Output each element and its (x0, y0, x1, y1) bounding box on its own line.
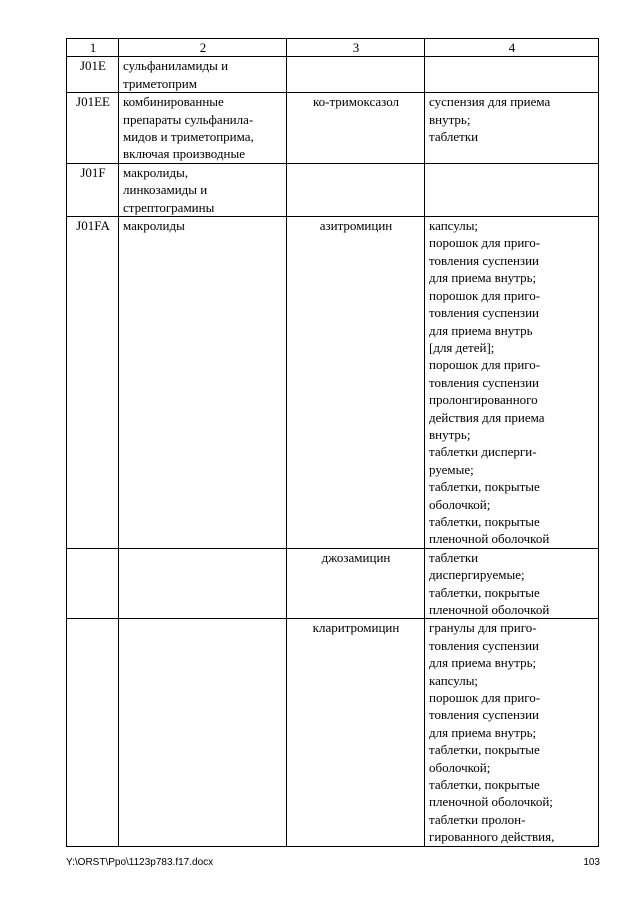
dosage-form-line: пролонгированного (429, 392, 538, 408)
drug-table-body (67, 39, 599, 847)
dosage-form-line: внутрь; (429, 426, 471, 442)
table-row (67, 619, 599, 846)
dosage-form-line: гированного действия, (429, 829, 555, 845)
dosage-form-line: для приема внутрь; (429, 655, 537, 671)
dosage-form-line: товления суспензии (429, 374, 539, 390)
dosage-form-line: гранулы для приго- (429, 620, 537, 636)
dosage-form-line: капсулы; (429, 672, 479, 688)
group-name-cell (119, 57, 287, 93)
footer-page-number: 103 (583, 857, 600, 868)
dosage-form-line: таблетки, покрытые (429, 479, 540, 495)
table-row (67, 93, 599, 164)
dosage-form-line: порошок для приго- (429, 235, 541, 251)
dosage-forms-cell (425, 619, 599, 846)
drug-name-cell (287, 57, 425, 93)
dosage-form-line: суспензия для приема (429, 94, 551, 110)
dosage-form-line: порошок для приго- (429, 287, 541, 303)
dosage-form-line: таблетки, покрытые (429, 513, 540, 529)
group-name-line: триметоприм (123, 75, 197, 91)
header-row (67, 39, 599, 57)
group-name-line: сульфаниламиды и (123, 58, 229, 74)
dosage-form-line: для приема внутрь; (429, 270, 537, 286)
dosage-form-line: для приема внутрь (429, 322, 533, 338)
dosage-form-line: руемые; (429, 461, 474, 477)
group-name-line: линкозамиды и (123, 182, 208, 198)
dosage-forms-cell (425, 548, 599, 619)
dosage-form-line: пленочной оболочкой; (429, 794, 553, 810)
group-name-line: мидов и триметоприма, (123, 129, 254, 145)
group-name-line: стрептограмины (123, 199, 215, 215)
drug-name-cell (287, 163, 425, 216)
dosage-form-line: таблетки дисперги- (429, 444, 537, 460)
atc-code-cell: J01E (67, 57, 119, 93)
dosage-form-line: [для детей]; (429, 339, 495, 355)
footer-file-path: Y:\ORST\Ppo\1123p783.f17.docx (66, 857, 214, 868)
dosage-form-line: пленочной оболочкой (429, 531, 550, 547)
header-col-3: 3 (287, 39, 425, 57)
dosage-form-line: таблетки, покрытые (429, 584, 540, 600)
table-row (67, 217, 599, 549)
table-row (67, 163, 599, 216)
dosage-form-line: оболочкой; (429, 496, 491, 512)
dosage-form-line: товления суспензии (429, 305, 539, 321)
atc-code-cell: J01EE (67, 93, 119, 164)
drug-name-cell: джозамицин (287, 548, 425, 619)
group-name-cell (119, 548, 287, 619)
dosage-form-line: капсулы; (429, 218, 479, 234)
dosage-forms-cell (425, 57, 599, 93)
dosage-forms-cell (425, 93, 599, 164)
drug-name-cell: ко-тримоксазол (287, 93, 425, 164)
dosage-form-line: порошок для приго- (429, 357, 541, 373)
dosage-form-line: внутрь; (429, 111, 471, 127)
dosage-form-line: действия для приема (429, 409, 545, 425)
table-row (67, 548, 599, 619)
drug-name-cell: кларитромицин (287, 619, 425, 846)
dosage-forms-cell (425, 163, 599, 216)
drug-table (66, 38, 599, 847)
drug-name-cell: азитромицин (287, 217, 425, 549)
dosage-form-line: диспергируемые; (429, 567, 525, 583)
group-name-cell (119, 163, 287, 216)
dosage-form-line: оболочкой; (429, 759, 491, 775)
dosage-form-line: для приема внутрь; (429, 724, 537, 740)
dosage-form-line: порошок для приго- (429, 690, 541, 706)
atc-code-cell (67, 548, 119, 619)
group-name-line: включая производные (123, 146, 245, 162)
dosage-form-line: таблетки, покрытые (429, 742, 540, 758)
dosage-forms-cell (425, 217, 599, 549)
dosage-form-line: таблетки (429, 549, 479, 565)
dosage-form-line: товления суспензии (429, 637, 539, 653)
atc-code-cell (67, 619, 119, 846)
dosage-form-line: товления суспензии (429, 707, 539, 723)
group-name-line: комбинированные (123, 94, 224, 110)
group-name-line: макролиды, (123, 164, 189, 180)
table-row (67, 57, 599, 93)
dosage-form-line: таблетки, покрытые (429, 777, 540, 793)
header-col-1: 1 (67, 39, 119, 57)
group-name-cell (119, 619, 287, 846)
dosage-form-line: таблетки (429, 129, 479, 145)
dosage-form-line: товления суспензии (429, 252, 539, 268)
header-col-4: 4 (425, 39, 599, 57)
atc-code-cell: J01FA (67, 217, 119, 549)
group-name-line: макролиды (123, 218, 185, 234)
dosage-form-line: таблетки пролон- (429, 811, 526, 827)
group-name-cell (119, 93, 287, 164)
atc-code-cell: J01F (67, 163, 119, 216)
group-name-cell (119, 217, 287, 549)
header-col-2: 2 (119, 39, 287, 57)
group-name-line: препараты сульфанила- (123, 111, 254, 127)
dosage-form-line: пленочной оболочкой (429, 602, 550, 617)
